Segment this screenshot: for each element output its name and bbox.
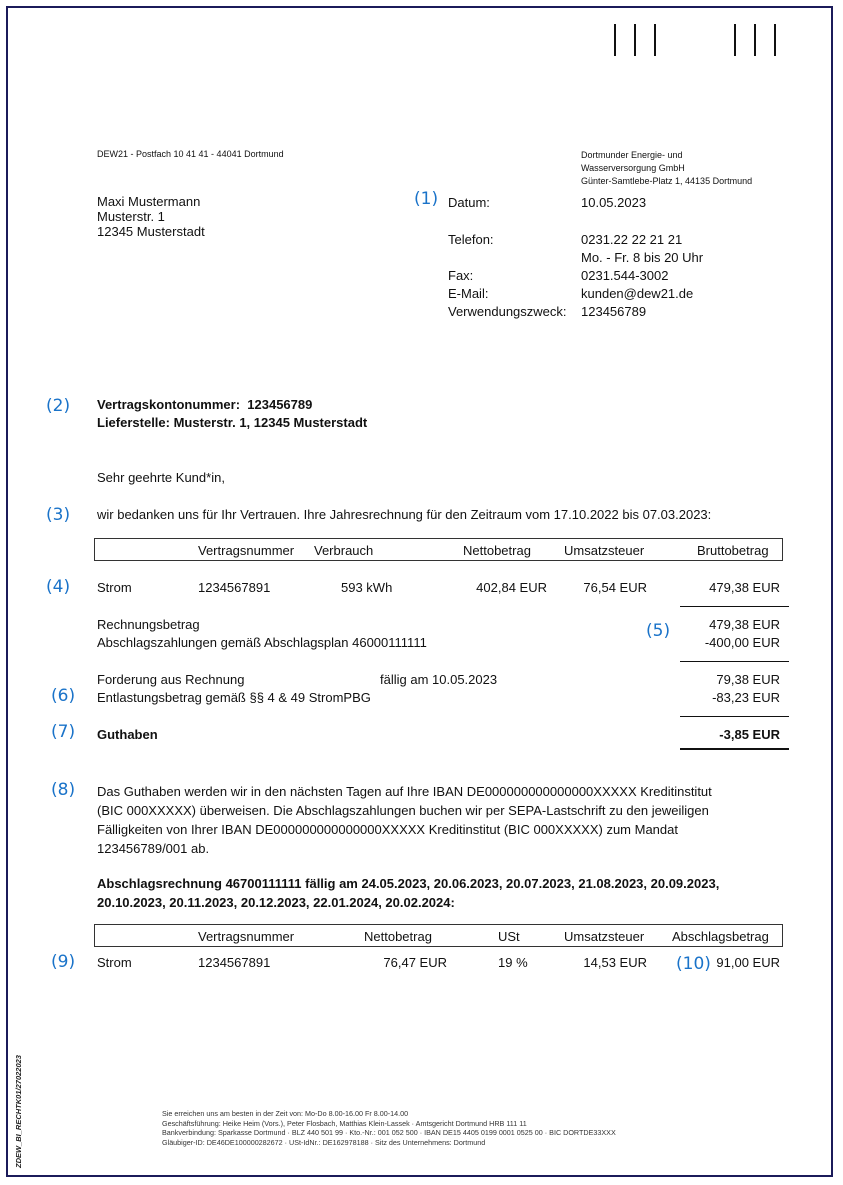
delivery-point: Lieferstelle: Musterstr. 1, 12345 Musterstadt — [97, 415, 368, 430]
annotation-1: (1) — [414, 189, 439, 209]
footer: Sie erreichen uns am besten in der Zeit von: Mo-Do 8.00-16.00 Fr 8.00-14.00 Geschäftsführung: Heike Heim (Vors.), Peter Flosbach, Matthias Klein-Lassek · Amtsgericht Dortmund HRB 111 11 Bankverbindung: Sparkasse Dortmund · BLZ 440 501 99 · Kto.-Nr.: 001 052 500 · IBAN DE15 4405 0199 0001 0525 00 · BIC DORTDE33XXX Gläubiger-ID: DE46DE100000282672 · USt-IdNr.: DE162978188 · Sitz des Unternehmens: Dortmund — [162, 1109, 616, 1147]
annotation-7: (7) — [51, 722, 76, 742]
table2-header-umsatzsteuer: Umsatzsteuer — [564, 929, 645, 944]
iban-paragraph: Das Guthaben werden wir in den nächsten Tagen auf Ihre IBAN DE000000000000000XXXXX Kreditinstitut (BIC 000XXXXX) überweisen. Die Abschlagszahlungen buchen wir per SEPA-Lastschrift zu den jeweiligen Fälligkeiten von Ihrer IBAN DE000000000000000XXXXX Kreditinstitut (BIC 000XXXXX) zum Mandat 123456789/001 ab. — [97, 784, 712, 856]
annotation-8: (8) — [51, 780, 76, 800]
table2-header-ust: USt — [498, 929, 520, 944]
annotation-3: (3) — [46, 505, 71, 525]
sender-line: DEW21 - Postfach 10 41 41 - 44041 Dortmund — [97, 149, 284, 159]
company-address: Dortmunder Energie- und Wasserversorgung GmbH Günter-Samtlebe-Platz 1, 44135 Dortmund — [581, 150, 753, 186]
double-underline — [680, 748, 789, 750]
email-link: kunden@dew21.de — [581, 286, 694, 301]
info-block: Datum: 10.05.2023 Telefon: 0231.22 22 21 21 Mo. - Fr. 8 bis 20 Uhr Fax: 0231.544-3002 E-Mail: kunden@dew21.de Verwendungszweck: 123456789 — [448, 195, 704, 319]
table2-header-betrag: Abschlagsbetrag — [672, 929, 769, 944]
annotation-2: (2) — [46, 396, 71, 416]
table2-header-netto: Nettobetrag — [364, 929, 432, 944]
divider — [680, 606, 789, 607]
abschlagsrechnung: Abschlagsrechnung 46700111111 fällig am 24.05.2023, 20.06.2023, 20.07.2023, 21.08.2023, 20.09.2023, 20.10.2023, 20.11.2023, 20.12.2023, 22.01.2024, 20.02.2024: — [97, 876, 720, 910]
table1-header-verbrauch: Verbrauch — [314, 543, 374, 558]
side-code: ZDEW_BI_RECHTK01/27022023 — [14, 1055, 23, 1168]
divider — [680, 661, 789, 662]
table2-header-vertrag: Vertragsnummer — [198, 929, 295, 944]
table1-header-ust: Umsatzsteuer — [564, 543, 645, 558]
annotation-5: (5) — [646, 621, 671, 641]
table1-header-netto: Nettobetrag — [463, 543, 531, 558]
annotation-10: (10) — [676, 954, 711, 974]
table1-header-brutto: Bruttobetrag — [697, 543, 769, 558]
annotation-4: (4) — [46, 577, 71, 597]
table1-header-vertrag: Vertragsnummer — [198, 543, 295, 558]
recipient-address: Maxi Mustermann Musterstr. 1 12345 Musterstadt — [97, 194, 205, 239]
annotation-9: (9) — [51, 952, 76, 972]
intro-text: wir bedanken uns für Ihr Vertrauen. Ihre Jahresrechnung für den Zeitraum vom 17.10.2022 bis 07.03.2023: — [97, 507, 712, 522]
divider — [680, 716, 789, 717]
annotation-6: (6) — [51, 686, 76, 706]
greeting: Sehr geehrte Kund*in, — [97, 470, 225, 485]
contract-account: Vertragskontonummer: 123456789 — [97, 397, 313, 412]
